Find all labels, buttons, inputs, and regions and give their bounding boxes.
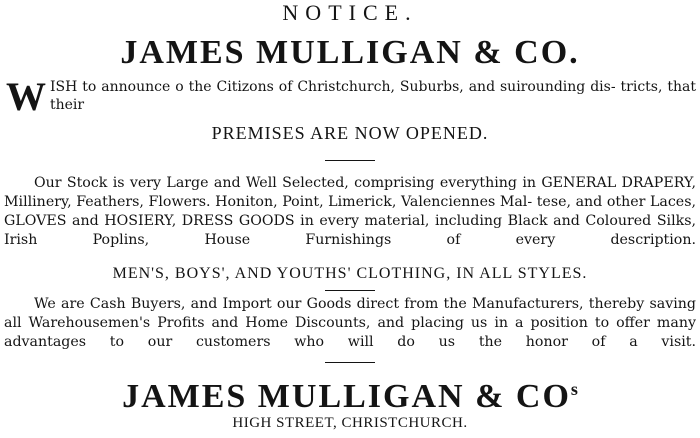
divider-rule bbox=[325, 362, 375, 363]
firm-name-bottom-text: JAMES MULLIGAN & CO bbox=[122, 378, 571, 415]
stock-paragraph bbox=[4, 174, 696, 250]
stock-paragraph-text: Our Stock is very Large and Well Selected, comprising everything in GENERAL DRAPERY, Millinery, Feathers, Flowers. Honiton, Point, Limerick, Valenciennes Mal- tese, and other Laces, GLOVES and HOSIERY, DRESS GOODS in every material, including Black and Coloured Silks, Irish Poplins, House Furnishings of every description. bbox=[4, 175, 696, 248]
notice-heading: NOTICE. bbox=[282, 0, 418, 25]
premises-opened-headline: PREMISES ARE NOW OPENED. bbox=[211, 123, 489, 143]
buyers-paragraph-text: We are Cash Buyers, and Import our Goods direct from the Manufacturers, thereby saving all Warehousemen's Profits and Home Discounts, and placing us in a position to offer many advantages to our customers who will do us the honor of a visit. bbox=[4, 296, 696, 350]
intro-dropcap: W bbox=[6, 74, 46, 119]
firm-name-top: JAMES MULLIGAN & CO. bbox=[120, 34, 580, 71]
firm-name-bottom bbox=[0, 370, 700, 416]
clothing-headline: MEN'S, BOYS', AND YOUTHS' CLOTHING, IN ALL STYLES. bbox=[112, 265, 588, 282]
divider-rule bbox=[325, 160, 375, 161]
address-line: HIGH STREET, CHRISTCHURCH. bbox=[232, 415, 468, 431]
buyers-paragraph bbox=[4, 295, 696, 352]
firm-name-bottom-suffix: s bbox=[570, 379, 578, 399]
divider-rule bbox=[325, 290, 375, 291]
intro-text: ISH to announce o the Citizons of Christchurch, Suburbs, and suirounding dis- tricts, that their bbox=[50, 79, 696, 113]
intro-paragraph bbox=[6, 74, 696, 119]
